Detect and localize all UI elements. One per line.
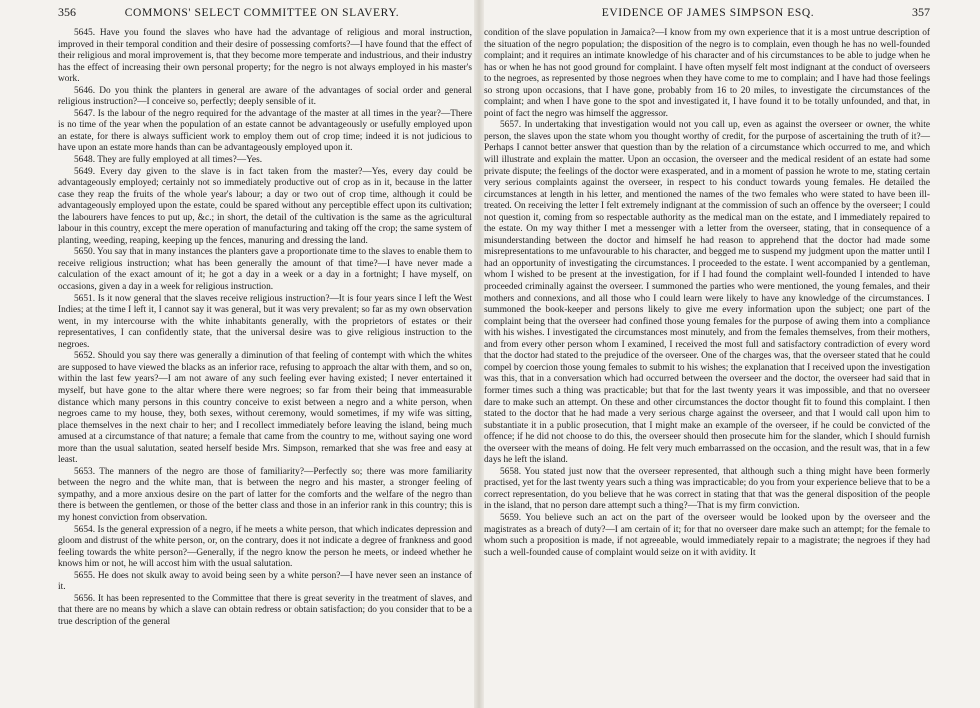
left-page-header (58, 4, 472, 20)
right-running-head: EVIDENCE OF JAMES SIMPSON ESQ. (601, 7, 815, 19)
paragraph-5653: 5653. The manners of the negro are those of familiarity?—Perfectly so; there was more familiarity between the negro and the white man, that is between the negro and his master, a stronger feeling of sympathy, and a more anxious desire on the part of latter for the comforts and the welfare of the negro than there is between the gentlemen, or those of the better class and those in an inferior rank in this country; this is my honest conviction from observation. (58, 466, 472, 523)
left-running-head: COMMONS' SELECT COMMITTEE ON SLAVERY. (124, 7, 400, 19)
paragraph-5645: 5645. Have you found the slaves who have had the advantage of religious and moral instruction, improved in their temporal condition and their desire of possessing comforts?—I have found that the effect of their religious and moral improvement is, that they become more temperate and industrious, and their industry has the effect of increasing their own personal property; for the negro is not always employed in his master's work. (58, 28, 472, 85)
left-page-body (58, 28, 472, 628)
paragraph-5647: 5647. Is the labour of the negro required for the advantage of the master at all times in the year?—There is no time of the year when the population of an estate cannot be advantageously or usefully employed upon an estate, for there is always sufficient work to employ them out of crop time; indeed it is not judicious to have upon an estate more hands than can be advantageously employed upon it. (58, 108, 472, 154)
paragraph-5659: 5659. You believe such an act on the part of the overseer would be looked upon by the overseer and the magistrates as a breach of duty?—I am certain of it; for that no overseer dare make such an attempt; for the female to whom such a proposition is made, if not agreeable, would immediately repair to a magistrate; the negroes if they had such a well-founded cause of complaint would seize on it with avidity. It (484, 512, 930, 558)
paragraph-5657: 5657. In undertaking that investigation would not you call up, even as against the overseer or owner, the white person, the slaves upon the state whom you thought worthy of credit, for the purpose of ascertaining the truth of it?—Perhaps I cannot better answer that question than by the relation of a circumstance which occurred to me, and which will illustrate and explain the matter. Upon an occasion, the overseer and the medical resident of an estate had some private dispute; the feelings of the doctor were exasperated, and in a moment of passion he wrote to me, stating certain very serious complaints against the overseer, in respect to his conduct towards young females. He detailed the circumstances at length in his letter, and mentioned the names of the two females who were stated to have been ill-treated. On receiving the letter I felt extremely indignant at the commission of such an offence by the overseer; I could not question it, coming from so respectable authority as the medical man on the estate, and I immediately repaired to the estate. On my way thither I met a messenger with a letter from the overseer, stating, that in consequence of a misunderstanding between the doctor and himself he had reason to apprehend that the doctor had made some misrepresentations to me unfavourable to his character, and begged me to suspend my judgment upon the matter until I had an opportunity of investigating the circumstances. I proceeded to the estate. I went accompanied by a gentleman, whom I wished to be present at the investigation, for if I had found the complaint well-founded I intended to have proceeded criminally against the overseer. I summoned the parties who were mentioned, the young females, and their mothers and connexions, and all those who I could learn were likely to have any knowledge of the circumstances. I summoned the book-keeper and persons likely to give me every information upon the subject; one part of the complaint being that the overseer had confined those young females for the purpose of awing them into a compliance with his wishes. I investigated the circumstances most minutely, and from the females themselves, from their mothers, and from every other person whom I examined, I received the most full and satisfactory contradiction of every word that the doctor had stated to the prejudice of the overseer. One of the charges was, that the overseer stated that he could compel by coercion those young females to submit to his wishes; the explanation that I received upon the investigation was this, that in a conversation which had occurred between the overseer and the doctor, the overseer had said that in former times such a thing was practicable; but that for the last twenty years it was impossible, and that no overseer dare to make such an attempt. On these and other circumstances the doctor thought fit to found this complaint. I then stated to the doctor that he had made a very serious charge against the overseer, and that I would call upon him to substantiate it in a public prosecution, that I might make an example of the overseer, if he could be convicted of the offence; if he did not choose to do this, the overseer should then prosecute him for the slander, which I should furnish the overseer with the means of doing. He felt very much embarrassed on the occasion, and the result was, that in a few days he left the island. (484, 120, 930, 466)
paragraph-5655: 5655. He does not skulk away to avoid being seen by a white person?—I have never seen an instance of it. (58, 570, 472, 593)
right-page-number: 357 (911, 5, 930, 19)
paragraph-5649: 5649. Every day given to the slave is in fact taken from the master?—Yes, every day could be advantageously employed; certainly not so immediately productive out of crop as in it, because in the latter case they reap the fruits of the whole year's labour; a day or two out of crop time, although it could be advantageously employed upon the estate, could be spared without any perceptible effect upon its cultivation; the labourers have fences to put up, &c.; in short, the detail of the cultivation is the same as the agricultural labour in this country, except the mere operation of manufacturing and taking off the crop; the same system of planting, weeding, reaping, keeping up the fences, manuring and dressing the land. (58, 166, 472, 246)
right-page-body (484, 28, 930, 559)
paragraph-5656-continued: condition of the slave population in Jamaica?—I know from my own experience that it is a most untrue description of the situation of the negro population; the disposition of the negro is to complain, even though he has no well-founded complaint; and it requires an intimate knowledge of his character and of his circumstances to be able to judge when he has or when he has not good ground for complaint. I have often myself felt most indignant at the conduct of overseers to the negroes, as represented by those negroes when they have come to me to complain; and I have had those feelings so strong upon occasions, that I have gone, probably from 16 to 20 miles, to investigate the circumstances of the complaint; and when I have gone to the spot and investigated it, I have found it to be totally unfounded, and that, in point of fact the negro was himself the aggressor. (484, 28, 930, 119)
paragraph-5652: 5652. Should you say there was generally a diminution of that feeling of contempt with which the whites are supposed to have viewed the blacks as an inferior race, refusing to approach the altar with them, and so on, within the last few years?—I am not aware of any such feeling ever having existed; I never entertained it myself, but have gone to the altar where there were negroes; so far from their being that immeasurable distance which many persons in this country conceive to exist between a negro and a white person, when negroes came to my house, they, both sexes, without ceremony, would sometimes, if my wife was sitting, place themselves in the next chair to her; and I recollect immediately before leaving the island, being much amused at a circumstance of that nature; a female that came from the country to me, without saying one word more than the usual salutation, seated herself beside Mrs. Simpson, remarked that she was free and easy at least. (58, 351, 472, 466)
paragraph-5654: 5654. Is the general expression of a negro, if he meets a white person, that which indicates depression and gloom and distrust of the white person, or, on the contrary, does it not indicate a degree of frankness and good feeling towards the white person?—Generally, if the negro know the person he meets, or indeed whether he knows him or not, he will accost him with the usual salutation. (58, 524, 472, 570)
paragraph-5658: 5658. You stated just now that the overseer represented, that although such a thing might have been formerly practised, yet for the last twenty years such a thing was impracticable; do you from your experience believe that to be a correct representation, do you believe that he was correct in stating that that was the general disposition of the people in the island, that no person dare attempt such a thing?—That is my firm conviction. (484, 466, 930, 512)
right-page-header (484, 4, 930, 20)
paragraph-5656: 5656. It has been represented to the Committee that there is great severity in the treatment of slaves, and that there are no means by which a slave can obtain redress or obtain satisfaction; do you consider that to be a true description of the general (58, 593, 472, 627)
paragraph-5648: 5648. They are fully employed at all times?—Yes. (74, 155, 263, 166)
left-page-number: 356 (58, 5, 76, 19)
paragraph-5646: 5646. Do you think the planters in general are aware of the advantages of social order and general religious instruction?—I conceive so, perfectly; deeply sensible of it. (58, 85, 472, 108)
paragraph-5650: 5650. You say that in many instances the planters gave a proportionate time to the slaves to enable them to receive religious instruction; what has been generally the amount of that time?—I have never made a calculation of the exact amount of it; he got a day in a week or a day in a fortnight; I have myself, on occasions, given a day in a week for religious instruction. (58, 247, 472, 293)
left-page (0, 0, 478, 708)
paragraph-5651: 5651. Is it now general that the slaves receive religious instruction?—It is four years since I left the West Indies; at the time I left it, I cannot say it was general, but it was very prevalent; so far as my own observation went, in my intercourse with the white inhabitants generally, with the proprietors of estates or their representatives, I can confidently state, that the universal desire was to give religious instruction to the negroes. (58, 293, 472, 350)
right-page (478, 0, 980, 708)
